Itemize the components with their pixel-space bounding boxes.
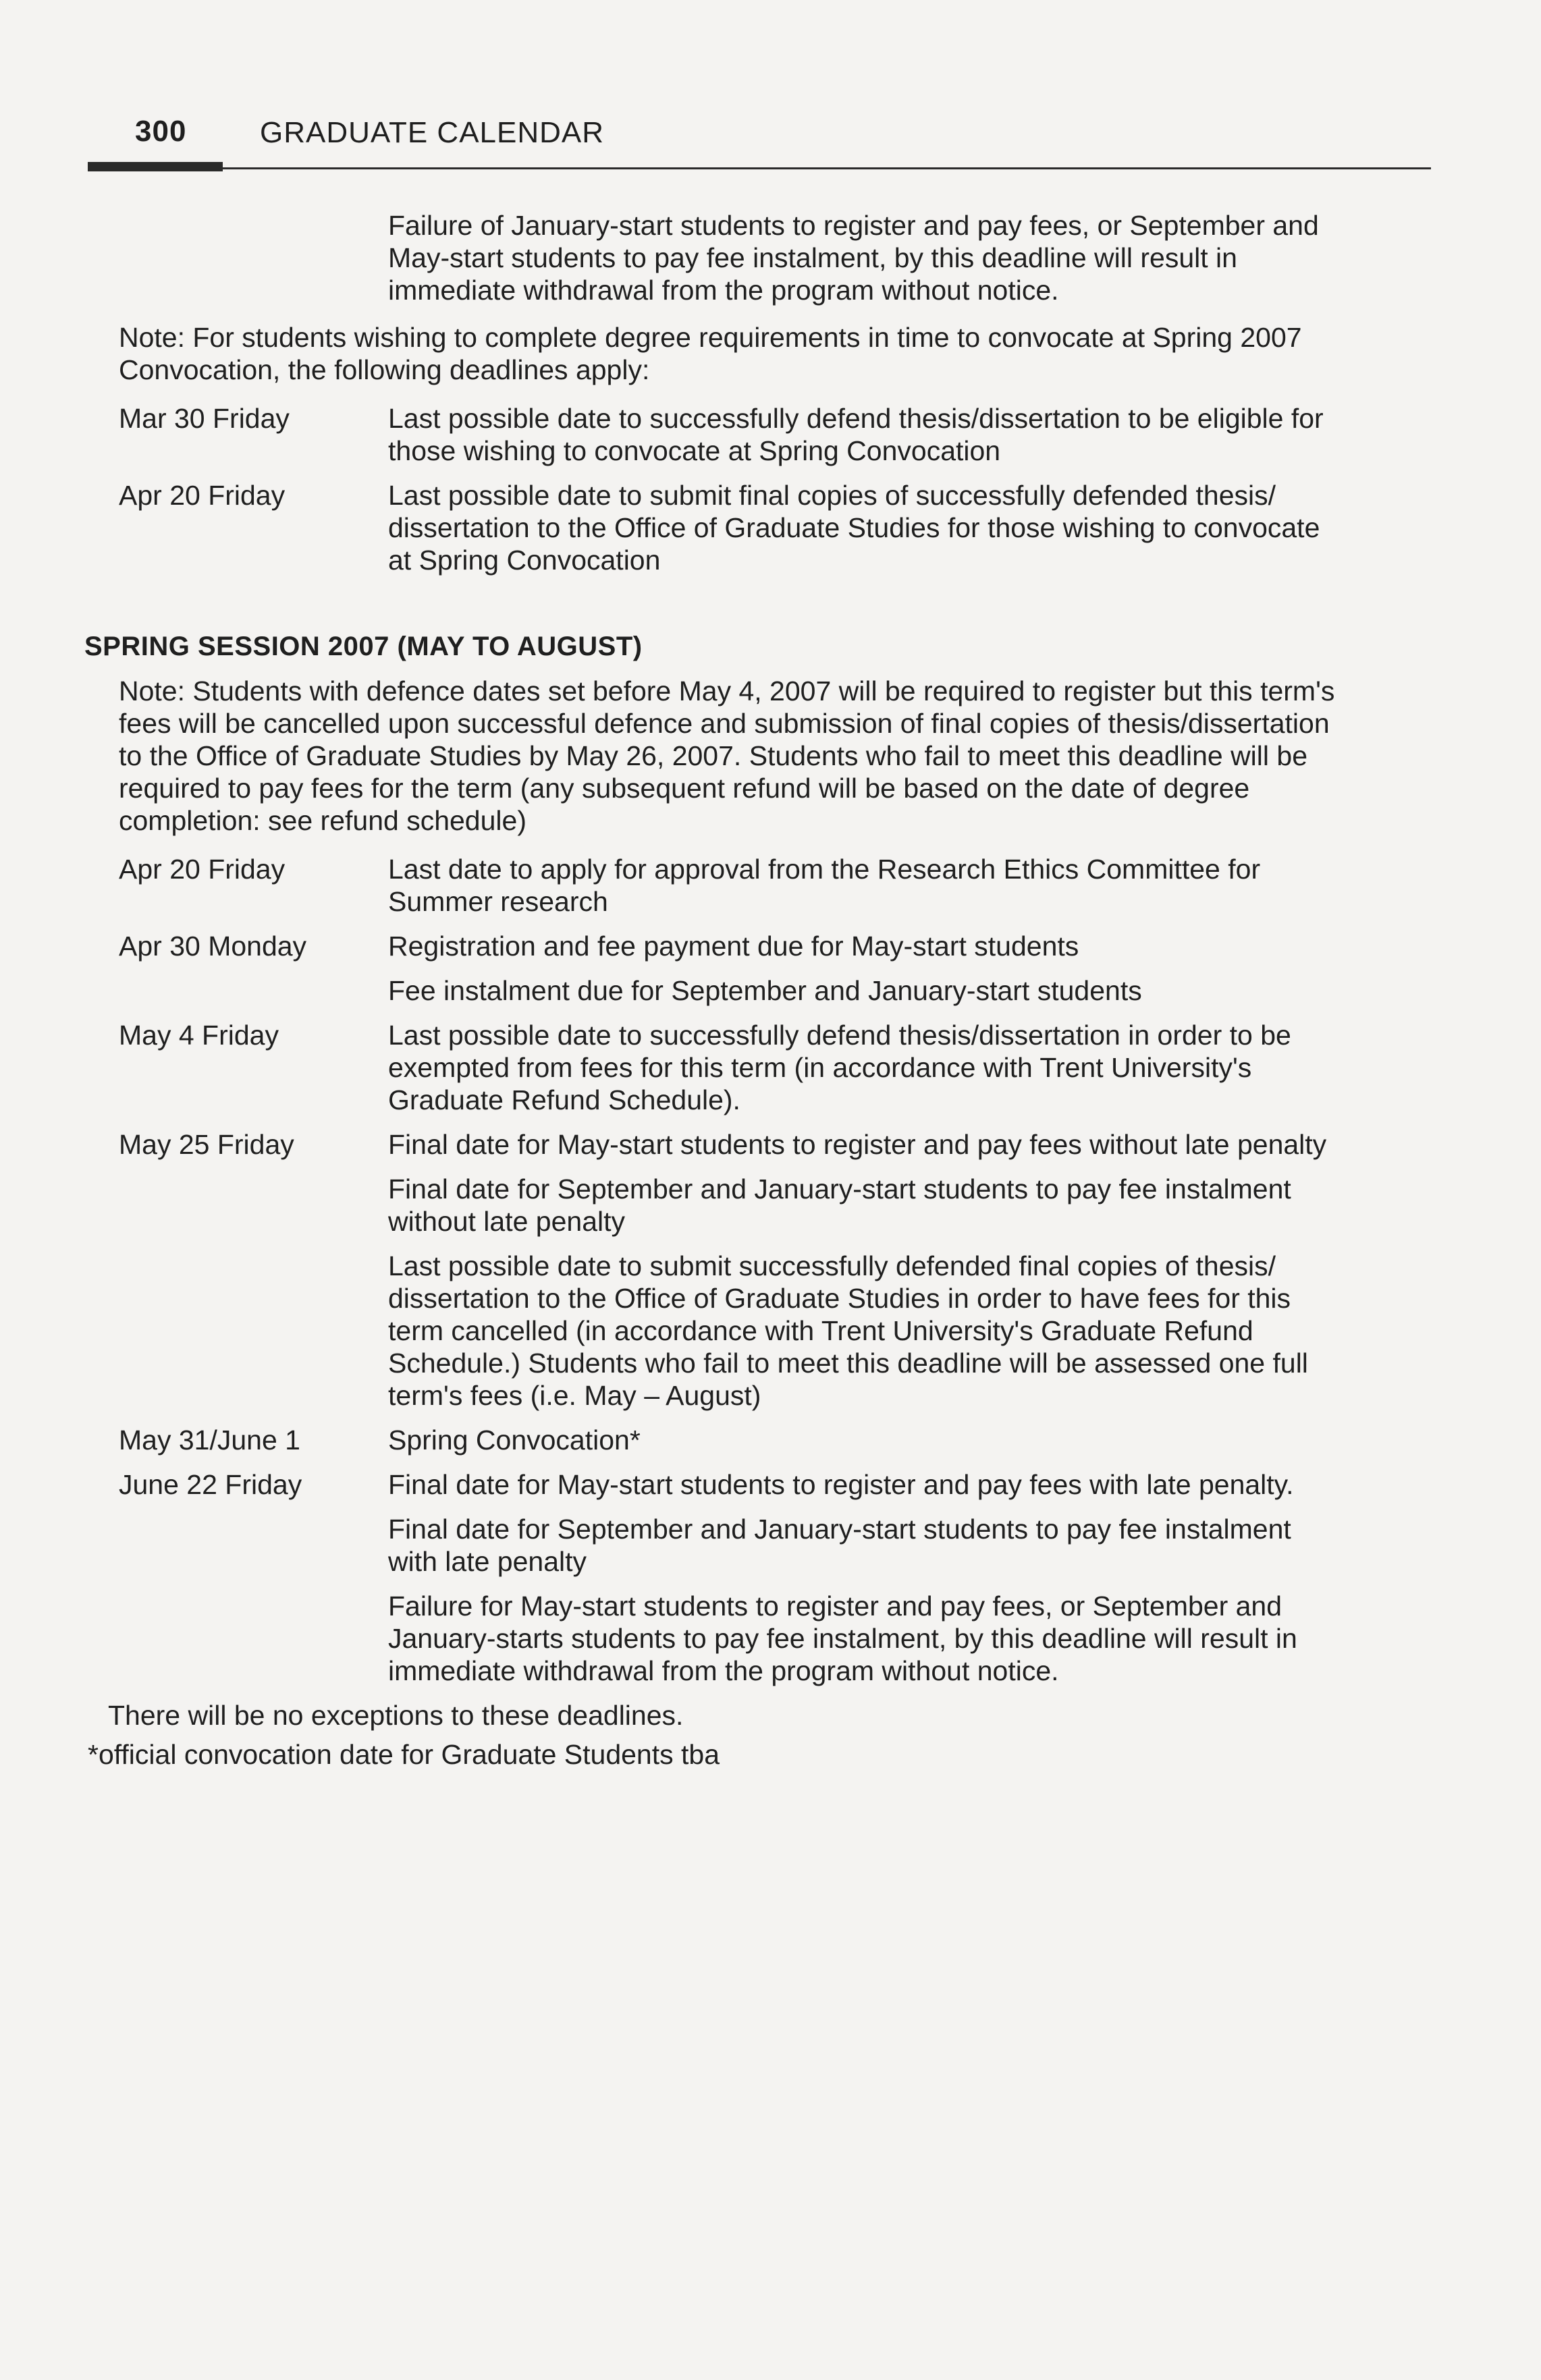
deadline-date: May 4 Friday [119, 1020, 279, 1051]
deadline-date: May 25 Friday [119, 1129, 294, 1160]
deadline-text: Failure for May-start students to register and pay fees, or September and January-starts students to pay fee instalment, by this deadline will result in immediate withdrawal from the program without notice. [388, 1590, 1297, 1686]
convocation-deadlines [108, 402, 1343, 576]
deadline-text: Last possible date to successfully defend thesis/dissertation to be eligible for those wishing to convocate at Spring Convocation [388, 403, 1324, 466]
deadline-row [108, 402, 1343, 467]
deadline-date: Apr 20 Friday [119, 480, 286, 511]
deadline-row [108, 930, 1343, 1007]
deadline-text: Last date to apply for approval from the Research Ethics Committee for Summer research [388, 854, 1261, 917]
deadline-text: Last possible date to submit final copies of successfully defended thesis/ dissertation to the Office of Graduate Studies for those wishing to convocate at Spring Convocation [388, 480, 1320, 576]
deadline-description [388, 930, 1343, 1007]
deadline-date: Mar 30 Friday [119, 403, 290, 434]
deadline-description [388, 479, 1343, 576]
deadline-row [108, 1128, 1343, 1412]
spring-deadlines [108, 853, 1343, 1687]
no-exceptions-statement: There will be no exceptions to these deadlines. [108, 1700, 684, 1731]
page-number: 300 [135, 115, 187, 148]
deadline-date: Apr 30 Monday [119, 931, 307, 962]
deadline-description [388, 1424, 1343, 1456]
deadline-description [388, 402, 1343, 467]
deadline-text: Final date for September and January-start students to pay fee instalment with late penalty [388, 1514, 1291, 1577]
deadline-description [388, 1128, 1343, 1412]
deadline-text: Final date for September and January-start students to pay fee instalment without late penalty [388, 1173, 1291, 1237]
deadline-row [108, 1468, 1343, 1687]
deadline-date: Apr 20 Friday [119, 854, 286, 885]
spring-note: Note: Students with defence dates set before May 4, 2007 will be required to register but this term's fees will be cancelled upon successful defence and submission of final copies of thesis/dissertation to the Office of Graduate Studies by May 26, 2007. Students who fail to meet this deadline will be required to pay fees for the term (any subsequent refund will be based on the date of degree completion: see refund schedule) [119, 675, 1335, 836]
deadline-row [108, 1424, 1343, 1456]
spring-session-heading: SPRING SESSION 2007 (MAY TO AUGUST) [84, 632, 643, 661]
failure-paragraph: Failure of January-start students to register and pay fees, or September and May-start students to pay fee instalment, by this deadline will result in immediate withdrawal from the program without notice. [388, 210, 1319, 306]
deadline-date: June 22 Friday [119, 1469, 302, 1500]
header-rule-thick [88, 162, 223, 171]
deadline-text: Final date for May-start students to register and pay fees with late penalty. [388, 1469, 1294, 1500]
header-rule-thin [223, 167, 1431, 169]
deadline-date: May 31/June 1 [119, 1424, 300, 1456]
deadline-row [108, 853, 1343, 918]
deadline-description [388, 1468, 1343, 1687]
deadline-text: Fee instalment due for September and January-start students [388, 975, 1142, 1006]
convocation-footnote: *official convocation date for Graduate Students tba [88, 1739, 720, 1770]
page-content [84, 209, 1343, 1771]
deadline-text: Spring Convocation* [388, 1424, 641, 1456]
deadline-description [388, 853, 1343, 918]
running-title: GRADUATE CALENDAR [260, 116, 605, 149]
convocation-note: Note: For students wishing to complete degree requirements in time to convocate at Spring 2007 Convocation, the following deadlines apply: [119, 322, 1302, 385]
deadline-text: Final date for May-start students to register and pay fees without late penalty [388, 1129, 1327, 1160]
deadline-row [108, 479, 1343, 576]
deadline-text: Registration and fee payment due for May-start students [388, 931, 1079, 962]
deadline-text: Last possible date to successfully defend thesis/dissertation in order to be exempted from fees for this term (in accordance with Trent University's Graduate Refund Schedule). [388, 1020, 1291, 1115]
deadline-text: Last possible date to submit successfully defended final copies of thesis/ dissertation to the Office of Graduate Studies in order to have fees for this term cancelled (in accordance with Trent University's Graduate Refund Schedule.) Students who fail to meet this deadline will be assessed one full term's fees (i.e. May – August) [388, 1250, 1308, 1411]
deadline-description [388, 1019, 1343, 1116]
deadline-row [108, 1019, 1343, 1116]
